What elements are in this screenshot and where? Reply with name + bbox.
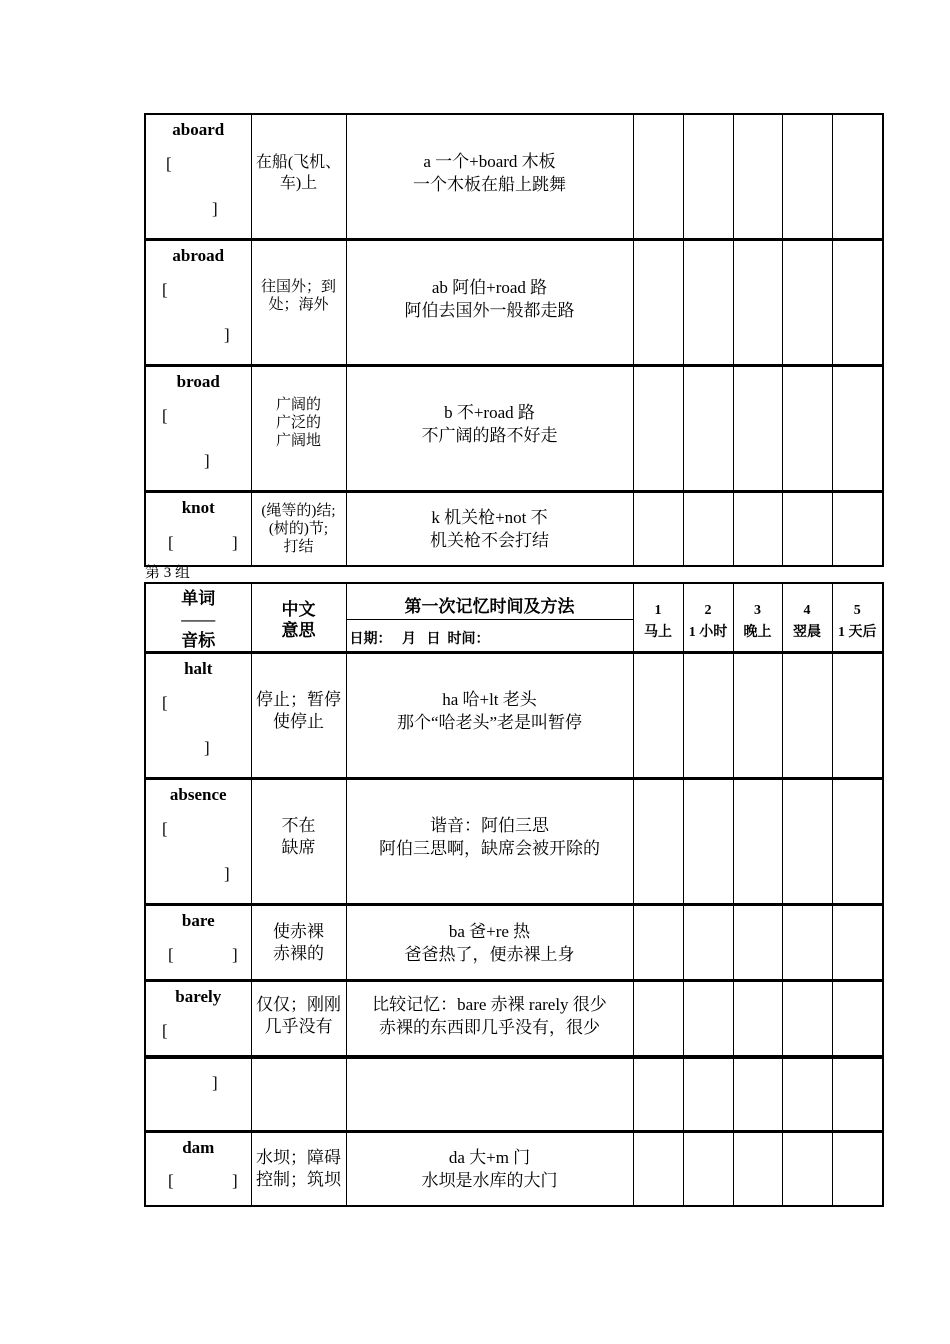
review-label: 1 天后 bbox=[838, 625, 877, 640]
memory-line-1: da 大+m 门 bbox=[448, 1148, 531, 1167]
table-row bbox=[145, 905, 883, 981]
group-label: 第 3 组 bbox=[145, 565, 191, 581]
review-cell[interactable] bbox=[782, 240, 832, 366]
header-word: 单词 bbox=[181, 589, 216, 608]
meaning: 广阔的 广泛的 广阔地 bbox=[275, 397, 321, 449]
review-cell[interactable] bbox=[782, 905, 832, 981]
memory-line-1: ba 爸+re 热 bbox=[448, 921, 531, 941]
review-cell[interactable] bbox=[782, 1057, 832, 1132]
review-cell[interactable] bbox=[633, 492, 683, 567]
review-cell[interactable] bbox=[832, 981, 883, 1058]
meaning-cell bbox=[251, 1057, 346, 1132]
left-bracket: [ bbox=[162, 819, 168, 838]
memory-line-2: 阿伯三思啊，缺席会被开除的 bbox=[379, 839, 600, 858]
review-cell[interactable] bbox=[782, 981, 832, 1058]
table-row bbox=[145, 492, 883, 567]
review-cell[interactable] bbox=[683, 1132, 733, 1207]
header-phonetic: 音标 bbox=[181, 631, 216, 650]
review-cell[interactable] bbox=[733, 1057, 782, 1132]
review-label: 1 小时 bbox=[688, 625, 728, 640]
word-cell bbox=[145, 1132, 251, 1207]
meaning-cell bbox=[251, 240, 346, 366]
word-cell bbox=[145, 492, 251, 567]
memory-line-2: 水坝是水库的大门 bbox=[421, 1171, 558, 1190]
review-cell[interactable] bbox=[683, 653, 733, 779]
word: halt bbox=[184, 659, 213, 678]
left-bracket: [ bbox=[166, 154, 172, 173]
table-row bbox=[145, 653, 883, 779]
right-bracket: ] bbox=[212, 1073, 218, 1092]
word-cell bbox=[145, 653, 251, 779]
table-row bbox=[145, 779, 883, 905]
word-cell bbox=[145, 779, 251, 905]
review-num: 3 bbox=[754, 603, 761, 618]
word-cell bbox=[145, 905, 251, 981]
table-row bbox=[145, 981, 883, 1058]
memory-line-2: 一个木板在船上跳舞 bbox=[413, 175, 566, 194]
review-cell[interactable] bbox=[633, 981, 683, 1058]
header-cn-2: 意思 bbox=[281, 621, 316, 640]
meaning: 停止；暂停 使停止 bbox=[256, 690, 341, 731]
memory-line-2: 不广阔的路不好走 bbox=[421, 426, 558, 445]
memory-cell bbox=[346, 779, 633, 905]
memory-line-1: 比较记忆：bare 赤裸 rarely 很少 bbox=[372, 995, 607, 1014]
word: barely bbox=[175, 987, 222, 1006]
memory-cell bbox=[346, 1057, 633, 1132]
memory-line-1: ha 哈+lt 老头 bbox=[442, 690, 537, 709]
right-bracket: ] bbox=[212, 199, 218, 218]
meaning-cell bbox=[251, 905, 346, 981]
review-label: 翌晨 bbox=[793, 625, 821, 640]
meaning-cell bbox=[251, 653, 346, 779]
memory-line-1: 谐音：阿伯三思 bbox=[430, 816, 549, 835]
review-cell[interactable] bbox=[683, 981, 733, 1058]
review-cell[interactable] bbox=[782, 779, 832, 905]
review-cell[interactable] bbox=[683, 1057, 733, 1132]
meaning-cell bbox=[251, 779, 346, 905]
header-method: 第一次记忆时间及方法 bbox=[404, 597, 575, 616]
left-bracket: [ bbox=[162, 1021, 168, 1040]
review-num: 1 bbox=[654, 603, 662, 618]
review-cell[interactable] bbox=[832, 114, 883, 240]
review-cell[interactable] bbox=[782, 492, 832, 567]
review-label: 马上 bbox=[644, 625, 672, 640]
review-cell[interactable] bbox=[683, 779, 733, 905]
header-date-cell bbox=[346, 619, 633, 652]
left-bracket: [ bbox=[168, 1171, 174, 1190]
review-cell[interactable] bbox=[633, 653, 683, 779]
memory-line-1: k 机关枪+not 不 bbox=[431, 508, 548, 527]
memory-cell bbox=[346, 114, 633, 240]
meaning-cell bbox=[251, 366, 346, 492]
word: broad bbox=[176, 372, 220, 391]
review-cell[interactable] bbox=[633, 905, 683, 981]
word-cell bbox=[145, 114, 251, 240]
review-cell[interactable] bbox=[832, 1132, 883, 1207]
right-bracket: ] bbox=[224, 325, 230, 344]
review-cell[interactable] bbox=[782, 114, 832, 240]
review-cell[interactable] bbox=[633, 366, 683, 492]
memory-cell bbox=[346, 366, 633, 492]
review-cell[interactable] bbox=[782, 366, 832, 492]
memory-line-2: 赤裸的东西即几乎没有，很少 bbox=[379, 1018, 600, 1037]
meaning: 在船(飞机、 车)上 bbox=[255, 154, 342, 192]
header-word-cell bbox=[145, 583, 251, 653]
table-row bbox=[145, 1132, 883, 1207]
meaning: (绳等的)结; (树的)节; 打结 bbox=[261, 503, 336, 555]
header-dash: —— bbox=[181, 610, 216, 629]
right-bracket: ] bbox=[232, 945, 238, 964]
memory-line-2: 阿伯去国外一般都走路 bbox=[404, 301, 575, 320]
memory-cell bbox=[346, 240, 633, 366]
table-row bbox=[145, 240, 883, 366]
word-cell bbox=[145, 240, 251, 366]
memory-cell bbox=[346, 492, 633, 567]
memory-cell bbox=[346, 653, 633, 779]
header-review-5 bbox=[832, 583, 883, 653]
review-num: 4 bbox=[803, 603, 811, 618]
table-row bbox=[145, 1057, 883, 1132]
header-review-2 bbox=[683, 583, 733, 653]
review-cell[interactable] bbox=[733, 1132, 782, 1207]
review-cell[interactable] bbox=[733, 779, 782, 905]
memory-line-1: ab 阿伯+road 路 bbox=[431, 278, 548, 297]
word: dam bbox=[182, 1138, 215, 1157]
review-cell[interactable] bbox=[633, 779, 683, 905]
memory-line-2: 那个“哈老头”老是叫暂停 bbox=[396, 713, 583, 732]
review-cell[interactable] bbox=[733, 366, 782, 492]
meaning-cell bbox=[251, 981, 346, 1058]
word-cell bbox=[145, 366, 251, 492]
review-cell[interactable] bbox=[782, 653, 832, 779]
memory-line-2: 爸爸热了，便赤裸上身 bbox=[404, 944, 575, 964]
review-cell[interactable] bbox=[633, 1057, 683, 1132]
table-row bbox=[145, 366, 883, 492]
meaning: 水坝；障碍 控制；筑坝 bbox=[256, 1148, 341, 1189]
meaning: 往国外；到 处；海外 bbox=[260, 279, 336, 313]
memory-line-1: b 不+road 路 bbox=[444, 403, 535, 422]
word-cell bbox=[145, 1057, 251, 1132]
meaning: 仅仅；刚刚 几乎没有 bbox=[256, 995, 341, 1036]
review-cell[interactable] bbox=[683, 114, 733, 240]
meaning-cell bbox=[251, 492, 346, 567]
header-method-cell bbox=[346, 583, 633, 619]
right-bracket: ] bbox=[204, 738, 210, 757]
right-bracket: ] bbox=[224, 864, 230, 883]
left-bracket: [ bbox=[162, 406, 168, 425]
meaning: 使赤裸 赤裸的 bbox=[273, 921, 324, 963]
review-cell[interactable] bbox=[733, 240, 782, 366]
review-cell[interactable] bbox=[832, 240, 883, 366]
memory-line-2: 机关枪不会打结 bbox=[430, 531, 549, 550]
review-cell[interactable] bbox=[683, 492, 733, 567]
word: absence bbox=[169, 785, 227, 804]
review-cell[interactable] bbox=[832, 492, 883, 567]
header-review-1 bbox=[633, 583, 683, 653]
review-num: 2 bbox=[704, 603, 712, 618]
review-cell[interactable] bbox=[782, 1132, 832, 1207]
review-cell[interactable] bbox=[832, 779, 883, 905]
review-cell[interactable] bbox=[733, 981, 782, 1058]
review-cell[interactable] bbox=[733, 492, 782, 567]
review-cell[interactable] bbox=[633, 240, 683, 366]
header-row bbox=[145, 583, 883, 619]
review-num: 5 bbox=[853, 603, 861, 618]
review-cell[interactable] bbox=[733, 653, 782, 779]
header-review-3 bbox=[733, 583, 782, 653]
review-cell[interactable] bbox=[733, 114, 782, 240]
header-date: 日期： 月 日 时间： bbox=[349, 631, 490, 647]
left-bracket: [ bbox=[168, 533, 174, 552]
left-bracket: [ bbox=[168, 945, 174, 964]
header-review-4 bbox=[782, 583, 832, 653]
memory-cell bbox=[346, 1132, 633, 1207]
memory-cell bbox=[346, 981, 633, 1058]
review-cell[interactable] bbox=[683, 366, 733, 492]
memory-line-1: a 一个+board 木板 bbox=[423, 152, 556, 171]
review-cell[interactable] bbox=[733, 905, 782, 981]
memory-cell bbox=[346, 905, 633, 981]
word: knot bbox=[181, 498, 215, 517]
header-cn-1: 中文 bbox=[281, 600, 316, 619]
word: bare bbox=[181, 911, 215, 930]
review-cell[interactable] bbox=[683, 240, 733, 366]
word-cell bbox=[145, 981, 251, 1058]
vocab-table-1 bbox=[144, 113, 884, 567]
review-cell[interactable] bbox=[832, 905, 883, 981]
review-label: 晚上 bbox=[743, 625, 772, 640]
header-meaning-cell bbox=[251, 583, 346, 653]
right-bracket: ] bbox=[232, 1171, 238, 1190]
word: abroad bbox=[172, 246, 225, 265]
review-cell[interactable] bbox=[683, 905, 733, 981]
left-bracket: [ bbox=[162, 280, 168, 299]
right-bracket: ] bbox=[232, 533, 238, 552]
right-bracket: ] bbox=[204, 451, 210, 470]
review-cell[interactable] bbox=[832, 366, 883, 492]
review-cell[interactable] bbox=[832, 1057, 883, 1132]
meaning-cell bbox=[251, 114, 346, 240]
review-cell[interactable] bbox=[633, 114, 683, 240]
meaning: 不在 缺席 bbox=[281, 816, 316, 857]
review-cell[interactable] bbox=[633, 1132, 683, 1207]
word: aboard bbox=[172, 120, 225, 139]
left-bracket: [ bbox=[162, 693, 168, 712]
table-row bbox=[145, 114, 883, 240]
meaning-cell bbox=[251, 1132, 346, 1207]
review-cell[interactable] bbox=[832, 653, 883, 779]
vocab-table-2 bbox=[144, 582, 884, 1207]
